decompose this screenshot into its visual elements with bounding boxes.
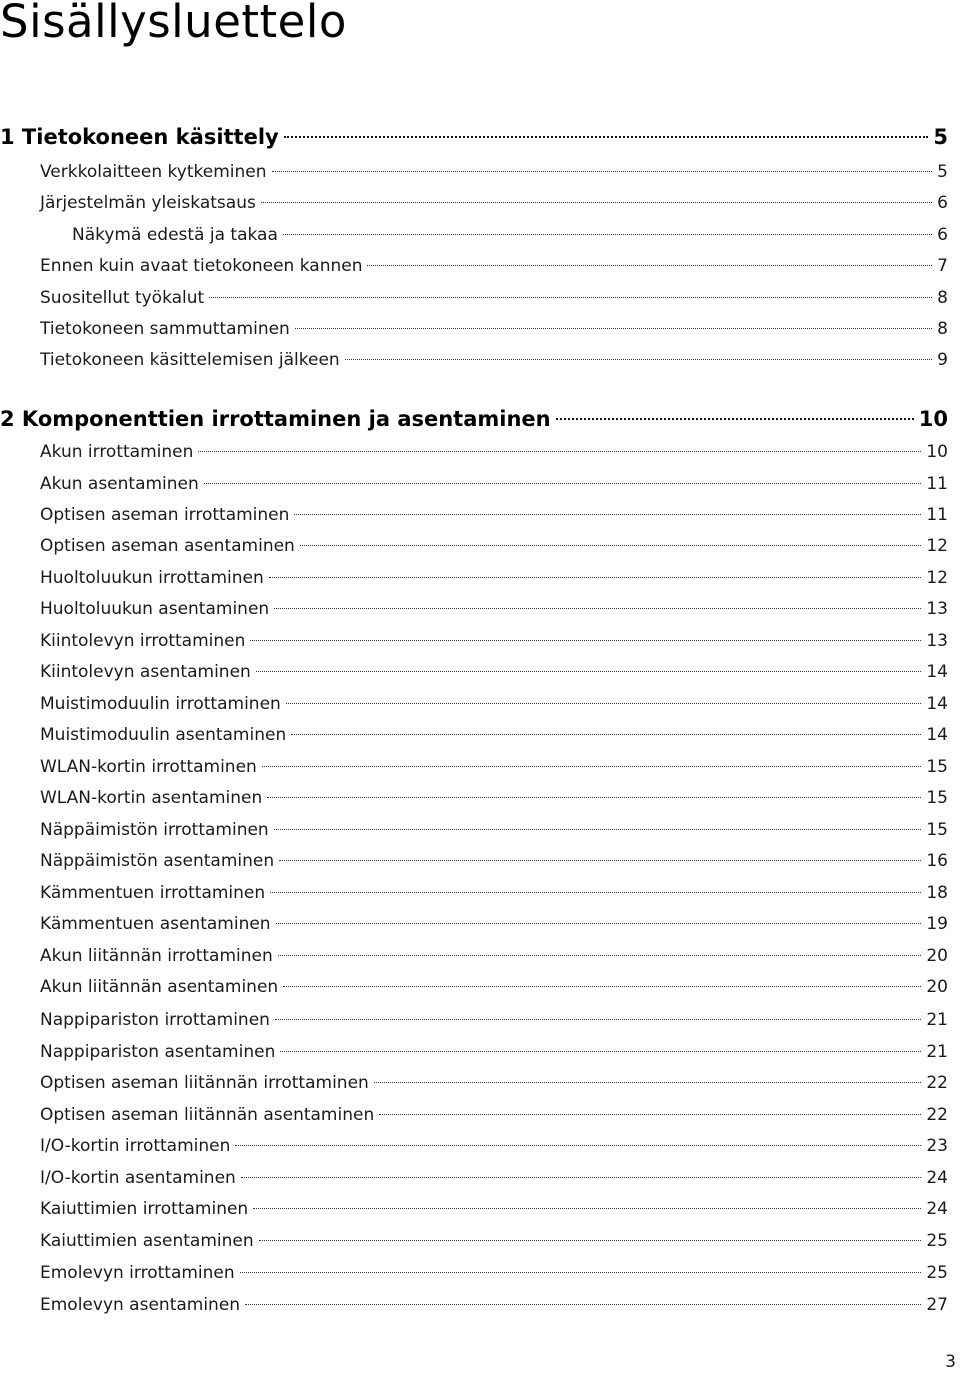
dot-leader — [274, 608, 921, 609]
dot-leader — [209, 297, 932, 298]
toc-entry-page: 14 — [926, 694, 948, 714]
toc-entry-page: 9 — [937, 350, 948, 370]
dot-leader — [367, 265, 932, 266]
dot-leader — [270, 892, 921, 893]
toc-entry-page: 13 — [926, 631, 948, 651]
toc-entry-label: Huoltoluukun irrottaminen — [40, 568, 264, 588]
toc-section-entry[interactable] — [72, 220, 948, 250]
toc-entry-page: 10 — [918, 407, 948, 431]
toc-entry-page: 22 — [926, 1105, 948, 1125]
toc-section-entry[interactable] — [40, 909, 948, 939]
toc-entry-page: 10 — [926, 442, 948, 462]
dot-leader — [283, 234, 932, 235]
dot-leader — [300, 545, 922, 546]
toc-section-entry[interactable] — [40, 1290, 948, 1320]
toc-entry-label: Akun asentaminen — [40, 474, 199, 494]
dot-leader — [275, 1019, 921, 1020]
dot-leader — [274, 829, 922, 830]
dot-leader — [294, 514, 921, 515]
dot-leader — [556, 418, 914, 420]
toc-entry-page: 22 — [926, 1073, 948, 1093]
toc-entry-label: WLAN-kortin irrottaminen — [40, 757, 257, 777]
toc-section-entry[interactable] — [40, 1258, 948, 1288]
toc-section-entry[interactable] — [40, 345, 948, 375]
toc-entry-page: 5 — [933, 125, 948, 149]
toc-section-entry[interactable] — [40, 531, 948, 561]
dot-leader — [240, 1272, 922, 1273]
toc-entry-label: Nappipariston irrottaminen — [40, 1010, 270, 1030]
toc-entry-label: Emolevyn asentaminen — [40, 1295, 241, 1315]
toc-entry-label: Kämmentuen asentaminen — [40, 914, 271, 934]
dot-leader — [253, 1208, 921, 1209]
toc-section-entry[interactable] — [40, 157, 948, 187]
toc-entry-label: Ennen kuin avaat tietokoneen kannen — [40, 256, 363, 276]
dot-leader — [261, 202, 932, 203]
toc-chapter-entry[interactable] — [0, 402, 948, 436]
toc-section-entry[interactable] — [40, 972, 948, 1002]
toc-section-entry[interactable] — [40, 1100, 948, 1130]
toc-entry-page: 15 — [926, 788, 948, 808]
toc-entry-page: 21 — [926, 1010, 948, 1030]
dot-leader — [295, 328, 932, 329]
toc-entry-page: 21 — [926, 1042, 948, 1062]
toc-entry-page: 25 — [926, 1263, 948, 1283]
toc-section-entry[interactable] — [40, 1068, 948, 1098]
dot-leader — [379, 1114, 921, 1115]
page-number: 3 — [945, 1352, 956, 1372]
toc-entry-page: 27 — [926, 1295, 948, 1315]
toc-section-entry[interactable] — [40, 846, 948, 876]
toc-entry-page: 23 — [926, 1136, 948, 1156]
toc-entry-label: Muistimoduulin asentaminen — [40, 725, 287, 745]
page-title: Sisällysluettelo — [0, 0, 347, 48]
toc-chapter-entry[interactable] — [0, 120, 948, 154]
toc-entry-label: Tietokoneen käsittelemisen jälkeen — [40, 350, 340, 370]
toc-entry-page: 24 — [926, 1199, 948, 1219]
toc-section-entry[interactable] — [40, 720, 948, 750]
toc-entry-label: Optisen aseman asentaminen — [40, 536, 295, 556]
toc-entry-label: Kämmentuen irrottaminen — [40, 883, 266, 903]
toc-section-entry[interactable] — [40, 783, 948, 813]
toc-entry-label: Kiintolevyn irrottaminen — [40, 631, 246, 651]
toc-entry-label: I/O-kortin asentaminen — [40, 1168, 236, 1188]
toc-entry-page: 14 — [926, 662, 948, 682]
toc-entry-label: Kaiuttimien irrottaminen — [40, 1199, 249, 1219]
toc-entry-label: Akun liitännän irrottaminen — [40, 946, 273, 966]
toc-section-entry[interactable] — [40, 500, 948, 530]
toc-entry-label: Akun irrottaminen — [40, 442, 194, 462]
toc-entry-page: 5 — [937, 162, 948, 182]
toc-entry-label: Näppäimistön asentaminen — [40, 851, 275, 871]
toc-entry-label: Tietokoneen sammuttaminen — [40, 319, 290, 339]
dot-leader — [284, 136, 929, 138]
toc-entry-label: Akun liitännän asentaminen — [40, 977, 279, 997]
toc-section-entry[interactable] — [40, 188, 948, 218]
toc-section-entry[interactable] — [40, 1226, 948, 1256]
toc-entry-page: 12 — [926, 568, 948, 588]
dot-leader — [291, 734, 921, 735]
toc-section-entry[interactable] — [40, 689, 948, 719]
toc-entry-label: Optisen aseman irrottaminen — [40, 505, 290, 525]
toc-entry-page: 6 — [937, 225, 948, 245]
dot-leader — [259, 1240, 922, 1241]
toc-section-entry[interactable] — [40, 469, 948, 499]
toc-entry-label: Nappipariston asentaminen — [40, 1042, 276, 1062]
toc-entry-page: 11 — [926, 505, 948, 525]
toc-entry-label: Optisen aseman liitännän irrottaminen — [40, 1073, 369, 1093]
toc-section-entry[interactable] — [40, 941, 948, 971]
toc-entry-page: 7 — [937, 256, 948, 276]
toc-entry-page: 24 — [926, 1168, 948, 1188]
toc-entry-page: 25 — [926, 1231, 948, 1251]
toc-section-entry[interactable] — [40, 251, 948, 281]
toc-entry-label: Kaiuttimien asentaminen — [40, 1231, 254, 1251]
dot-leader — [280, 1051, 921, 1052]
toc-section-entry[interactable] — [40, 626, 948, 656]
toc-entry-page: 15 — [926, 820, 948, 840]
toc-entry-page: 20 — [926, 977, 948, 997]
toc-section-entry[interactable] — [40, 752, 948, 782]
toc-entry-label: Suositellut työkalut — [40, 288, 205, 308]
dot-leader — [283, 986, 921, 987]
dot-leader — [345, 359, 932, 360]
toc-entry-page: 19 — [926, 914, 948, 934]
toc-entry-label: 1 Tietokoneen käsittely — [0, 125, 279, 149]
toc-section-entry[interactable] — [40, 314, 948, 344]
toc-entry-page: 12 — [926, 536, 948, 556]
toc-entry-page: 16 — [926, 851, 948, 871]
toc-entry-label: 2 Komponenttien irrottaminen ja asentaminen — [0, 407, 551, 431]
toc-entry-label: Näkymä edestä ja takaa — [72, 225, 278, 245]
toc-section-entry[interactable] — [40, 1005, 948, 1035]
toc-entry-page: 11 — [926, 474, 948, 494]
toc-section-entry[interactable] — [40, 1194, 948, 1224]
toc-entry-page: 18 — [926, 883, 948, 903]
toc-entry-label: Näppäimistön irrottaminen — [40, 820, 269, 840]
dot-leader — [256, 671, 922, 672]
toc-entry-page: 13 — [926, 599, 948, 619]
dot-leader — [235, 1145, 921, 1146]
toc-entry-label: Optisen aseman liitännän asentaminen — [40, 1105, 375, 1125]
dot-leader — [267, 797, 921, 798]
toc-section-entry[interactable] — [40, 657, 948, 687]
toc-section-entry[interactable] — [40, 283, 948, 313]
dot-leader — [286, 703, 922, 704]
toc-entry-page: 8 — [937, 319, 948, 339]
toc-entry-label: WLAN-kortin asentaminen — [40, 788, 263, 808]
dot-leader — [241, 1177, 922, 1178]
toc-entry-label: I/O-kortin irrottaminen — [40, 1136, 231, 1156]
toc-section-entry[interactable] — [40, 815, 948, 845]
toc-section-entry[interactable] — [40, 1131, 948, 1161]
dot-leader — [262, 766, 922, 767]
toc-entry-label: Järjestelmän yleiskatsaus — [40, 193, 256, 213]
toc-entry-page: 6 — [937, 193, 948, 213]
toc-entry-label: Muistimoduulin irrottaminen — [40, 694, 281, 714]
dot-leader — [272, 171, 933, 172]
toc-section-entry[interactable] — [40, 437, 948, 467]
toc-section-entry[interactable] — [40, 1037, 948, 1067]
toc-section-entry[interactable] — [40, 594, 948, 624]
dot-leader — [279, 860, 921, 861]
toc-entry-label: Kiintolevyn asentaminen — [40, 662, 251, 682]
toc-section-entry[interactable] — [40, 563, 948, 593]
toc-entry-label: Verkkolaitteen kytkeminen — [40, 162, 267, 182]
toc-section-entry[interactable] — [40, 1163, 948, 1193]
toc-entry-label: Huoltoluukun asentaminen — [40, 599, 270, 619]
toc-entry-page: 20 — [926, 946, 948, 966]
dot-leader — [245, 1304, 921, 1305]
dot-leader — [204, 483, 922, 484]
dot-leader — [276, 923, 922, 924]
dot-leader — [269, 577, 922, 578]
toc-entry-page: 15 — [926, 757, 948, 777]
toc-section-entry[interactable] — [40, 878, 948, 908]
dot-leader — [374, 1082, 922, 1083]
dot-leader — [250, 640, 921, 641]
toc-entry-page: 8 — [937, 288, 948, 308]
dot-leader — [278, 955, 922, 956]
dot-leader — [198, 451, 921, 452]
toc-entry-page: 14 — [926, 725, 948, 745]
toc-entry-label: Emolevyn irrottaminen — [40, 1263, 235, 1283]
